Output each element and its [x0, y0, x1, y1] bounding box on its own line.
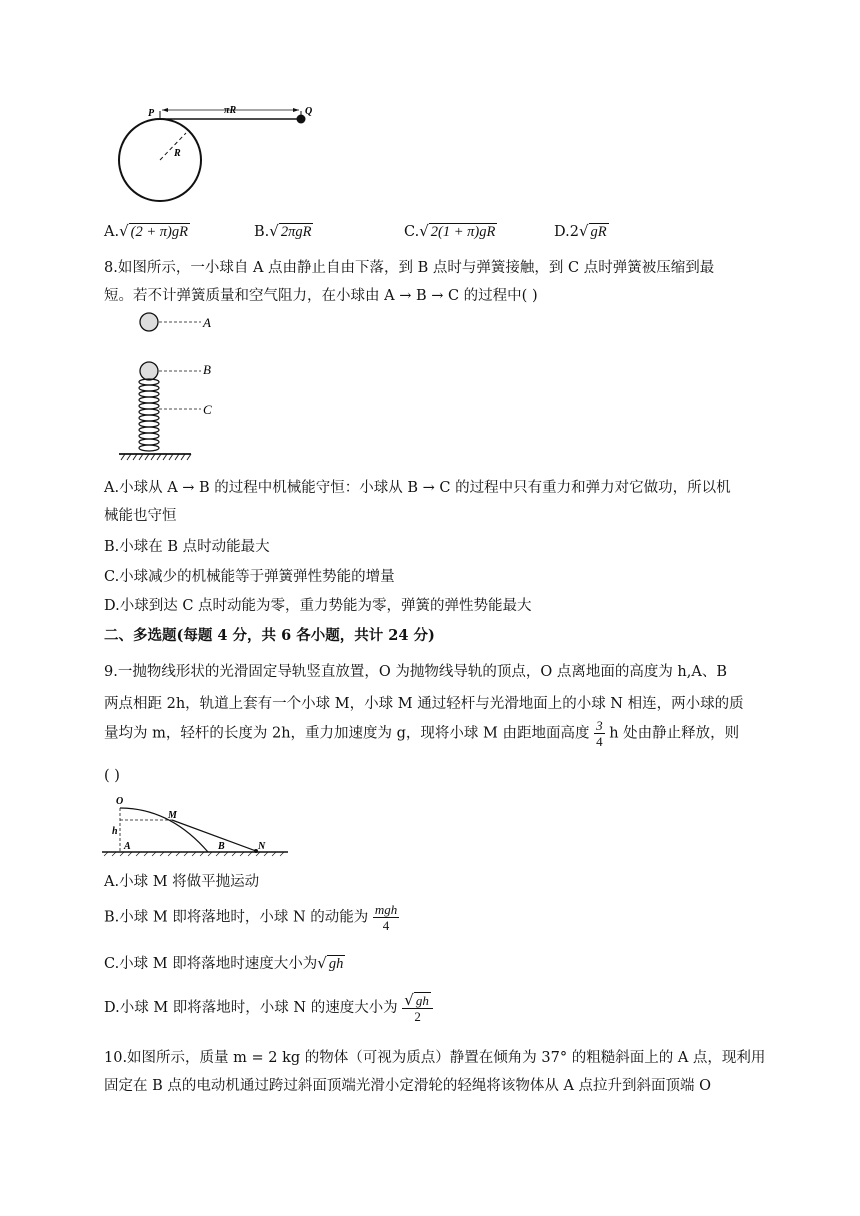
q8-stem-line2: 短。若不计弹簧质量和空气阻力，在小球由 A → B → C 的过程中( ): [104, 288, 538, 304]
q7-option-b: B.√ 2πgR: [254, 222, 312, 240]
q9-label-a: A: [124, 841, 131, 852]
q7-label-dist: πR: [224, 105, 237, 116]
q8-ball-a: [140, 313, 158, 331]
q7-label-p: P: [148, 108, 155, 119]
q9-option-c: C.小球 M 即将落地时速度大小为√ gh: [104, 954, 344, 972]
q9-label-o: O: [116, 796, 124, 807]
q8-stem-line1: 8.如图所示，一小球自 A 点由静止自由下落，到 B 点时与弹簧接触，到 C 点时弹簧被压缩到最: [104, 260, 715, 276]
q10-stem-line1: 10.如图所示，质量 m = 2 kg 的物体（可视为质点）静置在倾角为 37° 的粗糙斜面上的 A 点，现利用: [104, 1050, 766, 1066]
q7-label-radius: R: [174, 148, 181, 159]
q9-stem-line1: 9.一抛物线形状的光滑固定导轨竖直放置，O 为抛物线导轨的顶点，O 点离地面的高度为 h,A、B: [104, 664, 728, 680]
q9-stem-line4: ( ): [104, 768, 120, 784]
q8-label-b: B: [203, 362, 211, 377]
q9-stem-line2: 两点相距 2h，轨道上套有一个小球 M，小球 M 通过轻杆与光滑地面上的小球 N 相连，两小球的质: [104, 696, 744, 712]
q8-option-d: D.小球到达 C 点时动能为零，重力势能为零，弹簧的弹性势能最大: [104, 598, 532, 614]
q9-label-m: M: [168, 810, 177, 821]
q8-figure: [115, 308, 225, 466]
q7-radius-line: [160, 133, 186, 160]
q8-ball-b: [140, 362, 158, 380]
q9-option-d: D.小球 M 即将落地时，小球 N 的速度大小为 $\frac{√ gh}{2}$: [104, 992, 433, 1024]
q8-option-c: C.小球减少的机械能等于弹簧弹性势能的增量: [104, 569, 395, 585]
q7-option-c: C.√ 2(1 + π)gR: [404, 222, 496, 240]
q9-stem-line3: 量均为 m，轻杆的长度为 2h，重力加速度为 g，现将小球 M 由距地面高度 $\frac{3}{4}$ h 处由静止释放，则: [104, 718, 740, 749]
q8-label-c: C: [203, 402, 212, 417]
q10-stem-line2: 固定在 B 点的电动机通过跨过斜面顶端光滑小定滑轮的轻绳将该物体从 A 点拉升到斜面顶端 O: [104, 1078, 712, 1094]
q9-parabola-track: [120, 808, 208, 852]
q9-label-n: N: [258, 841, 266, 852]
q8-option-a-line2: 械能也守恒: [104, 508, 177, 524]
q8-option-b: B.小球在 B 点时动能最大: [104, 539, 270, 555]
q9-label-b: B: [218, 841, 225, 852]
q7-option-a: A.√ (2 + π)gR: [104, 222, 188, 240]
q9-figure: [100, 794, 292, 858]
section-title-multiple-choice: 二、多选题(每题 4 分，共 6 各小题，共计 24 分): [104, 627, 435, 644]
q9-fraction: $\frac{3}{4}$: [596, 718, 603, 749]
q9-label-h: h: [112, 826, 118, 837]
q8-label-a: A: [203, 315, 211, 330]
q9-rod: [172, 820, 256, 851]
q9-option-b: B.小球 M 即将落地时，小球 N 的动能为 $\frac{\text{mgh}}{4}$: [104, 902, 398, 933]
q8-spring: [139, 379, 159, 451]
q9-option-a: A.小球 M 将做平抛运动: [104, 874, 260, 890]
q9-option-b-fraction: $\frac{\text{mgh}}{4}$: [374, 902, 398, 933]
q7-figure: [110, 100, 320, 212]
q9-option-d-fraction: $\frac{√ gh}{2}$: [402, 992, 433, 1024]
q7-label-q: Q: [305, 106, 313, 117]
q7-option-d: D.2√ gR: [554, 222, 607, 240]
q8-option-a-line1: A.小球从 A → B 的过程中机械能守恒：小球从 B → C 的过程中只有重力和弹力对它做功，所以机: [104, 480, 731, 496]
